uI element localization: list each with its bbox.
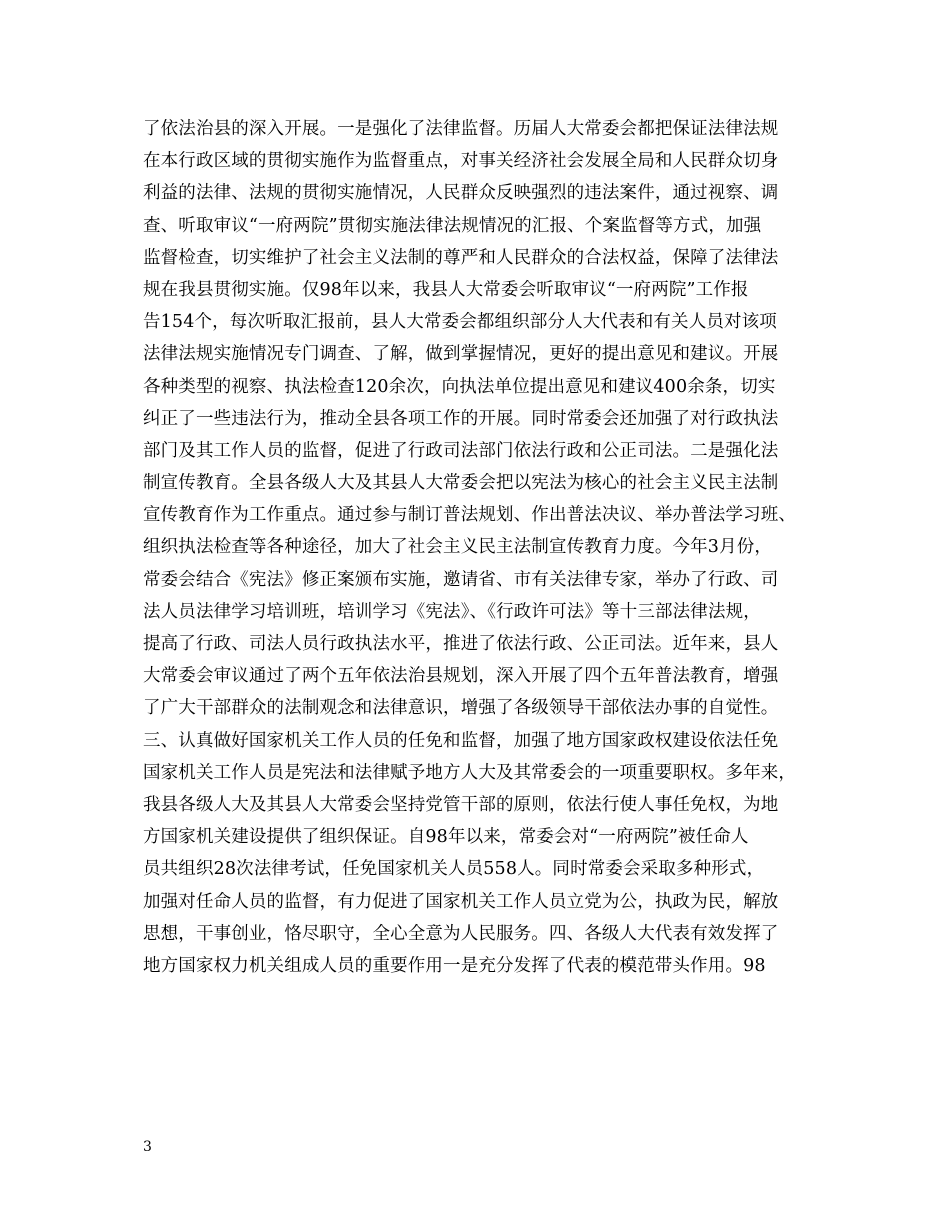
text-line: 法人员法律学习培训班，培训学习《宪法》、《行政许可法》等十三部法律法规，	[143, 601, 761, 622]
text-line: 常委会结合《宪法》修正案颁布实施，邀请省、市有关法律专家，举办了行政、司	[143, 569, 779, 590]
text-line: 利益的法律、法规的贯彻实施情况，人民群众反映强烈的违法案件，通过视察、调	[143, 183, 779, 204]
text-line: 三、认真做好国家机关工作人员的任免和监督，加强了地方国家政权建设依法任免	[143, 730, 779, 751]
body-text	[143, 113, 823, 982]
text-line: 组织执法检查等各种途径，加大了社会主义民主法制宣传教育力度。今年3月份，	[143, 537, 773, 558]
text-line: 地方国家权力机关组成人员的重要作用一是充分发挥了代表的模范带头作用。98	[143, 955, 766, 976]
text-line: 查、听取审议“一府两院”贯彻实施法律法规情况的汇报、个案监督等方式，加强	[143, 215, 762, 236]
text-line: 规在我县贯彻实施。仅98年以来，我县人大常委会听取审议“一府两院”工作报	[143, 279, 749, 300]
text-line: 法律法规实施情况专门调查、了解，做到掌握情况，更好的提出意见和建议。开展	[143, 344, 779, 365]
text-line: 各种类型的视察、执法检查120余次，向执法单位提出意见和建议400余条，切实	[143, 376, 776, 397]
text-line: 加强对任命人员的监督，有力促进了国家机关工作人员立党为公，执政为民，解放	[143, 891, 779, 912]
text-line: 了广大干部群众的法制观念和法律意识，增强了各级领导干部依法办事的自觉性。	[143, 698, 779, 719]
text-line: 监督检查，切实维护了社会主义法制的尊严和人民群众的合法权益，保障了法律法	[143, 247, 779, 268]
text-line: 告154个，每次听取汇报前，县人大常委会都组织部分人大代表和有关人员对该项	[143, 312, 777, 333]
text-line: 思想，干事创业，恪尽职守，全心全意为人民服务。四、各级人大代表有效发挥了	[143, 923, 779, 944]
text-line: 制宣传教育。全县各级人大及其县人大常委会把以宪法为核心的社会主义民主法制	[143, 473, 779, 494]
page-number: 3	[143, 1139, 152, 1155]
text-line: 了依法治县的深入开展。一是强化了法律监督。历届人大常委会都把保证法律法规	[143, 119, 779, 139]
text-line: 部门及其工作人员的监督，促进了行政司法部门依法行政和公正司法。二是强化法	[143, 440, 779, 461]
text-line: 纠正了一些违法行为，推动全县各项工作的开展。同时常委会还加强了对行政执法	[143, 408, 779, 429]
text-line: 我县各级人大及其县人大常委会坚持党管干部的原则，依法行使人事任免权，为地	[143, 794, 779, 815]
text-line: 在本行政区域的贯彻实施作为监督重点，对事关经济社会发展全局和人民群众切身	[143, 151, 779, 172]
text-line: 大常委会审议通过了两个五年依法治县规划，深入开展了四个五年普法教育，增强	[143, 666, 779, 687]
text-line: 宣传教育作为工作重点。通过参与制订普法规划、作出普法决议、举办普法学习班、	[143, 505, 797, 526]
text-line: 员共组织28次法律考试，任免国家机关人员558人。同时常委会采取多种形式，	[143, 859, 765, 880]
text-line: 国家机关工作人员是宪法和法律赋予地方人大及其常委会的一项重要职权。多年来，	[143, 762, 797, 783]
text-line: 方国家机关建设提供了组织保证。自98年以来，常委会对“一府两院”被任命人	[143, 827, 749, 848]
text-line: 提高了行政、司法人员行政执法水平，推进了依法行政、公正司法。近年来，县人	[143, 634, 779, 654]
